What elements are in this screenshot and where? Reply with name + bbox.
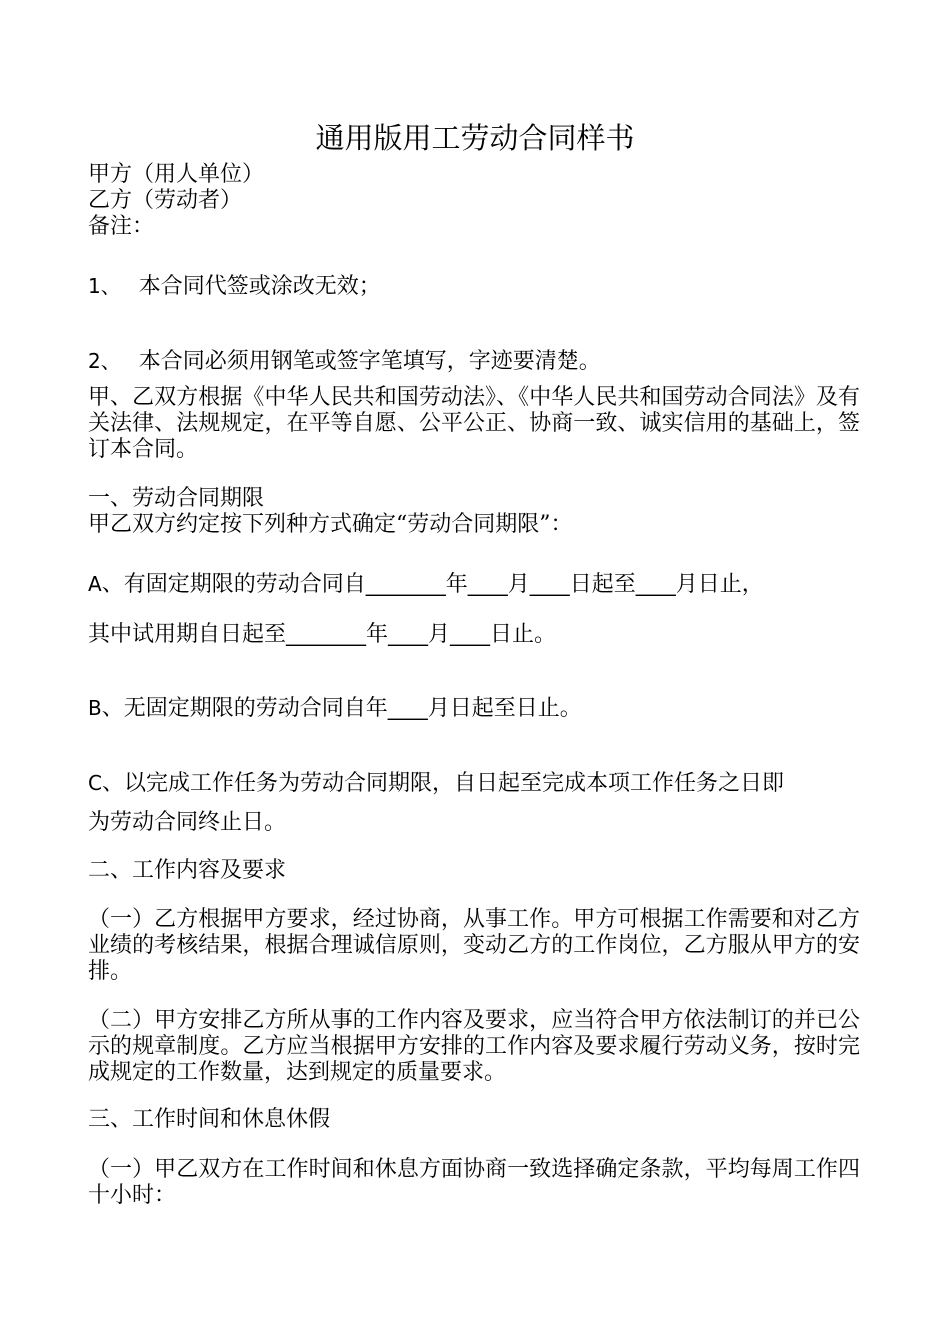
year-label: 年 bbox=[366, 622, 389, 647]
blank-month-field: ____ bbox=[467, 572, 508, 596]
blank-month-field: ____ bbox=[387, 696, 428, 720]
section-1-heading: 一、劳动合同期限 bbox=[88, 486, 265, 511]
section-1-intro: 甲乙双方约定按下列种方式确定“劳动合同期限”： bbox=[88, 512, 573, 537]
clause-a-line-1 bbox=[88, 571, 764, 598]
blank-end-field: ____ bbox=[635, 572, 676, 596]
blank-probation-day-field: ____ bbox=[450, 622, 491, 646]
blank-day-field: ____ bbox=[529, 572, 570, 596]
note-item-2-text: 本合同必须用钢笔或签字笔填写，字迹要清楚。 bbox=[138, 349, 601, 374]
start-to-label: 日起至 bbox=[569, 572, 636, 597]
document-title: 通用版用工劳动合同样书 bbox=[315, 121, 635, 155]
clause-b-end: 月日起至日止。 bbox=[427, 696, 582, 721]
clause-a-letter: A bbox=[88, 572, 102, 596]
end-label: 日止。 bbox=[490, 622, 557, 647]
clause-b-text: 、无固定期限的劳动合同自年 bbox=[101, 696, 388, 721]
end-label: 月日止， bbox=[675, 572, 764, 597]
note-item-2 bbox=[88, 348, 601, 375]
month-label: 月 bbox=[507, 572, 530, 597]
party-b-label: 乙方（劳动者） bbox=[88, 188, 243, 213]
clause-c-text: 、以完成工作任务为劳动合同期限，自日起至完成本项工作任务之日即 bbox=[101, 771, 784, 796]
section-2-item-2: （二）甲方安排乙方所从事的工作内容及要求，应当符合甲方依法制订的并已公示的规章制度。乙方应当根据甲方安排的工作内容及要求履行劳动义务，按时完成规定的工作数量，达到规定的质量要求。 bbox=[88, 1008, 860, 1085]
note-label: 备注： bbox=[88, 214, 155, 239]
probation-text: 其中试用期自日起至 bbox=[88, 622, 287, 647]
month-label: 月 bbox=[428, 622, 451, 647]
clause-a-line-2 bbox=[88, 621, 556, 648]
clause-c-line-1 bbox=[88, 770, 784, 797]
blank-year-field: ________ bbox=[365, 572, 446, 596]
clause-a-text: 、有固定期限的劳动合同自 bbox=[101, 572, 366, 597]
clause-c-letter: C bbox=[88, 771, 102, 795]
year-label: 年 bbox=[445, 572, 468, 597]
section-2-item-1: （一）乙方根据甲方要求，经过协商，从事工作。甲方可根据工作需要和对乙方业绩的考核结果，根据合理诚信原则，变动乙方的工作岗位，乙方服从甲方的安排。 bbox=[88, 907, 860, 984]
blank-probation-year-field: ________ bbox=[286, 622, 367, 646]
note-item-1-text: 本合同代签或涂改无效； bbox=[138, 274, 381, 299]
note-item-2-number: 2、 bbox=[88, 349, 121, 373]
clause-c-line-2: 为劳动合同终止日。 bbox=[88, 810, 287, 835]
note-item-1 bbox=[88, 273, 381, 300]
clause-b bbox=[88, 695, 582, 722]
section-2-heading: 二、工作内容及要求 bbox=[88, 858, 287, 883]
preamble-paragraph: 甲、乙双方根据《中华人民共和国劳动法》、《中华人民共和国劳动合同法》及有关法律、法规规定，在平等自愿、公平公正、协商一致、诚实信用的基础上，签订本合同。 bbox=[88, 385, 860, 462]
clause-b-letter: B bbox=[88, 696, 102, 720]
section-3-item-1: （一）甲乙双方在工作时间和休息方面协商一致选择确定条款，平均每周工作四十小时： bbox=[88, 1157, 860, 1208]
party-a-label: 甲方（用人单位） bbox=[88, 162, 265, 187]
note-item-1-number: 1、 bbox=[88, 274, 121, 298]
blank-probation-month-field: ____ bbox=[388, 622, 429, 646]
section-3-heading: 三、工作时间和休息休假 bbox=[88, 1107, 331, 1132]
